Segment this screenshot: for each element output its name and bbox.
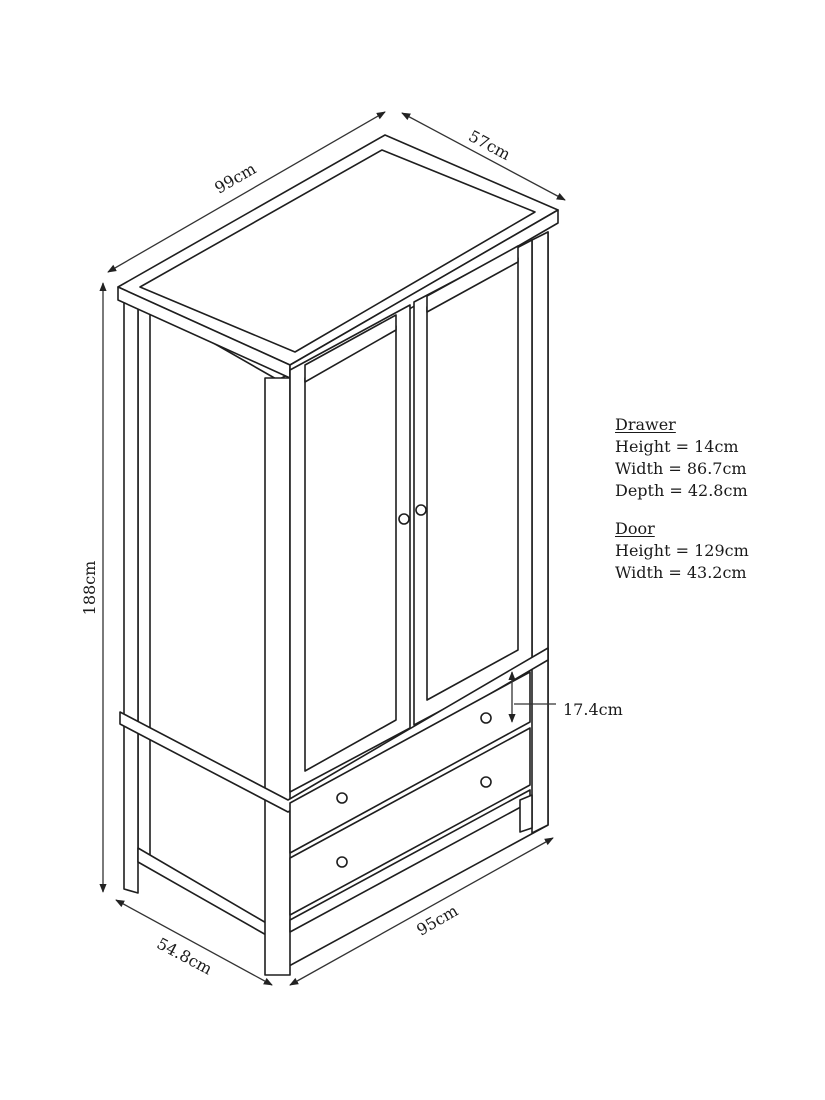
depth-label: 57cm xyxy=(465,126,514,164)
front-left-post xyxy=(265,378,290,975)
left-side-panel xyxy=(138,300,278,935)
drawer-depth: Depth = 42.8cm xyxy=(615,481,748,500)
door-spec xyxy=(615,518,749,584)
base-depth-label: 54.8cm xyxy=(153,933,216,979)
height-label: 188cm xyxy=(80,560,99,616)
drawer-offset-label: 17.4cm xyxy=(563,700,623,719)
spec-panel xyxy=(615,414,749,600)
left-front-leg xyxy=(124,297,138,893)
right-front-leg xyxy=(520,795,532,832)
left-door-knob xyxy=(399,514,409,524)
door-spec-title: Door xyxy=(615,519,655,538)
drawer-spec xyxy=(615,414,749,502)
right-door-knob xyxy=(416,505,426,515)
base-width-label: 95cm xyxy=(413,900,462,940)
drawer-height: Height = 14cm xyxy=(615,437,739,456)
wardrobe-drawing xyxy=(118,135,558,975)
drawer-width: Width = 86.7cm xyxy=(615,459,747,478)
upper-drawer-knob-left xyxy=(337,793,347,803)
drawer-spec-title: Drawer xyxy=(615,415,676,434)
width-label: 99cm xyxy=(211,158,260,198)
lower-drawer-knob-right xyxy=(481,777,491,787)
door-height: Height = 129cm xyxy=(615,541,749,560)
upper-drawer-knob-right xyxy=(481,713,491,723)
door-width: Width = 43.2cm xyxy=(615,563,747,582)
front-right-post xyxy=(532,232,548,833)
lower-drawer-knob-left xyxy=(337,857,347,867)
